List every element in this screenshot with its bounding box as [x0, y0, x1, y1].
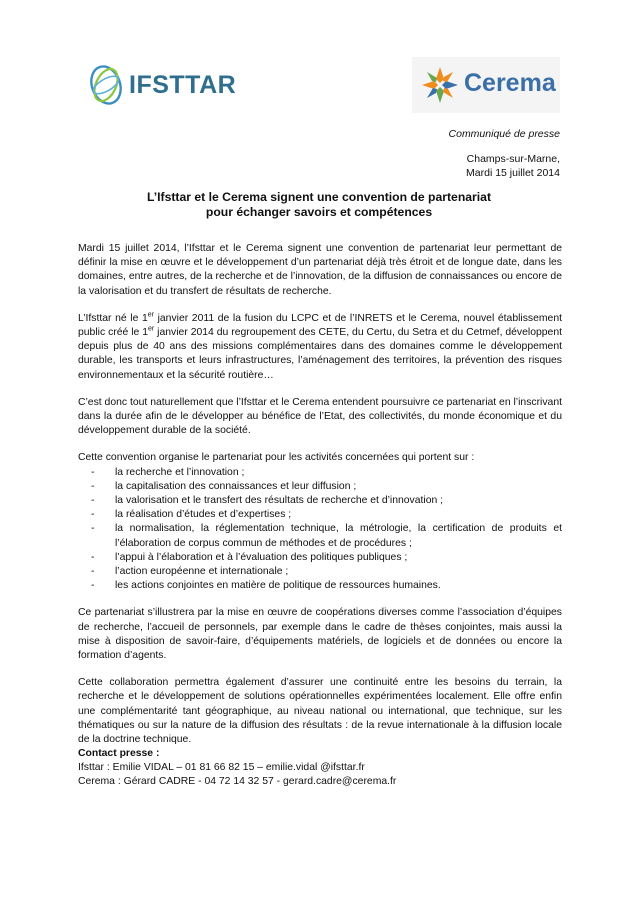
list-item-text: la valorisation et le transfert des résultats de recherche et d’innovation ;: [115, 495, 444, 507]
cerema-logo-wordmark: Cerema: [464, 69, 556, 97]
cerema-star-icon: [418, 63, 462, 107]
list-item-text: la normalisation, la réglementation technique, la métrologie, la certification de produits et l’élaboration de corpus commun de méthodes et de procédures ;: [115, 523, 562, 549]
list-item: [78, 579, 562, 593]
activities-list: [78, 466, 562, 594]
list-dash: -: [91, 551, 95, 563]
title-line-2: pour échanger savoirs et compétences: [205, 205, 433, 219]
list-item: [78, 508, 562, 522]
list-item-text: la réalisation d’études et d’expertises ;: [115, 509, 292, 521]
list-item: [78, 551, 562, 565]
paragraph-history-part-c: janvier 2014 du regroupement des CETE, du Certu, du Setra et du Cetmef, développent depuis plus de 40 ans des missions complémentaires dans des domaines comme le développement durable, les transports et leurs infrastructures, l’aménagement des territoires, la prévention des risques environnementaux et la sécurité routière…: [78, 327, 562, 381]
superscript-er-2: er: [148, 325, 155, 333]
list-item: [78, 480, 562, 494]
list-dash: -: [91, 466, 95, 478]
cerema-logo: [412, 57, 560, 113]
paragraph-illustration: Ce partenariat s’illustrera par la mise en œuvre de coopérations diverses comme l’association d’équipes de recherche, l’accueil de personnels, par exemple dans le cadre de thèses conjointes, mais aussi la mise à disposition de savoir-faire, d’équipements matériels, de logiciels et de données ou encore la formation d’agents.: [78, 607, 562, 662]
press-contact: [78, 747, 562, 790]
title-line-1: L’Ifsttar et le Cerema signent une convention de partenariat: [146, 190, 492, 204]
dateline-place: Champs-sur-Marne,: [466, 153, 560, 165]
press-release-label: Communiqué de presse: [448, 128, 560, 140]
paragraph-list-intro: Cette convention organise le partenariat pour les activités concernées qui portent sur :: [78, 452, 475, 464]
list-dash: -: [91, 495, 95, 507]
list-item-text: la recherche et l’innovation ;: [115, 466, 245, 478]
list-item-text: la capitalisation des connaissances et leur diffusion ;: [115, 480, 357, 492]
paragraph-intro: Mardi 15 juillet 2014, l’Ifsttar et le Cerema signent une convention de partenariat leur permettant de définir la mise en œuvre et le développement d’un partenariat déjà très étroit et de longue date, dans les domaines, entre autres, de la recherche et de l’innovation, de la diffusion de connaissances ou encore de la valorisation et du transfert de résultats de recherche.: [78, 243, 562, 297]
paragraph-collaboration: Cette collaboration permettra également d’assurer une continuité entre les besoins du terrain, la recherche et le développement de solutions opérationnelles expérimentées localement. Elle offre enfin une complémentarité tant géographique, au niveau national ou international, que technique, sur les thématiques ou sur la nature de la diffusion des résultats : de la revue internationale à la diffusion locale de la doctrine technique.: [78, 677, 562, 746]
contact-heading: Contact presse :: [78, 748, 160, 759]
list-item-text: l’appui à l’élaboration et à l’évaluation des politiques publiques ;: [115, 551, 408, 563]
list-item: [78, 565, 562, 579]
list-item-text: les actions conjointes en matière de politique de ressources humaines.: [115, 580, 441, 592]
list-item: [78, 494, 562, 508]
contact-ifsttar: Ifsttar : Emilie VIDAL – 01 81 66 82 15 – emilie.vidal @ifsttar.fr: [78, 762, 365, 774]
dateline: [466, 152, 560, 180]
contact-cerema: Cerema : Gérard CADRE - 04 72 14 32 57 - gerard.cadre@cerema.fr: [78, 776, 397, 788]
ifsttar-logo: [88, 62, 237, 108]
list-dash: -: [91, 580, 95, 592]
list-dash: -: [91, 523, 95, 535]
list-item-text: l’action européenne et internationale ;: [115, 566, 289, 578]
paragraph-history-part-a: L’Ifsttar né le 1: [78, 312, 148, 324]
dateline-date: Mardi 15 juillet 2014: [466, 167, 560, 179]
body-text: [78, 242, 562, 760]
ifsttar-ring-icon: [88, 62, 128, 108]
superscript-er-1: er: [147, 311, 154, 319]
page-title: [78, 190, 560, 220]
paragraph-continuation: C’est donc tout naturellement que l’Ifsttar et le Cerema entendent poursuivre ce partenariat en l’inscrivant dans la durée afin de le développer au bénéfice de l’Etat, des collectivités, du monde économique et du développement durable de la société.: [78, 396, 563, 437]
list-item: [78, 466, 562, 480]
list-dash: -: [91, 480, 95, 492]
list-dash: -: [91, 509, 95, 521]
paragraph-history-part-b: janvier 2011 de la fusion du LCPC et de l’INRETS et le Cerema, nouvel établissement public créé le 1: [78, 312, 562, 339]
ifsttar-logo-wordmark: IFSTTAR: [129, 71, 237, 99]
list-dash: -: [91, 566, 95, 578]
paragraph-history: [78, 312, 562, 383]
list-item: [78, 522, 562, 550]
